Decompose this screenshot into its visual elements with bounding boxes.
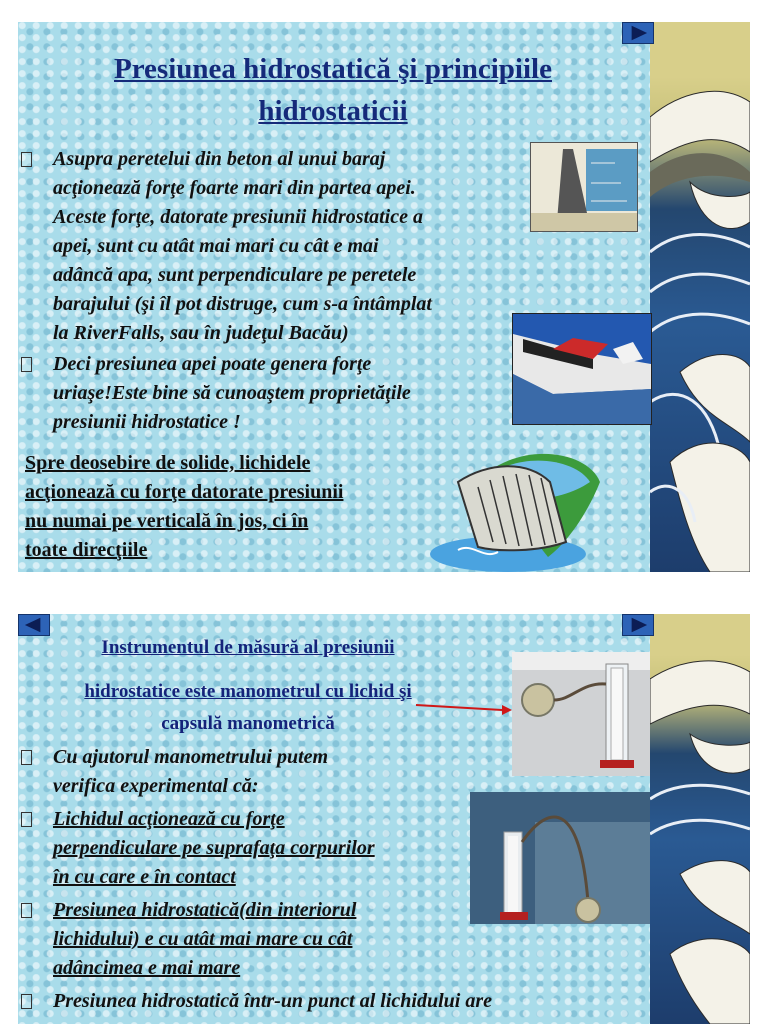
slide-manometer xyxy=(18,614,750,1024)
manometer-in-liquid-photo-image xyxy=(470,792,650,924)
dam-cross-section-image xyxy=(530,142,638,232)
bullet-list xyxy=(18,743,492,1016)
dam-photo-image xyxy=(512,313,652,425)
next-slide-button[interactable] xyxy=(622,22,654,44)
list-item: Cu ajutorul manometrului putem verifica experimental că: xyxy=(18,743,478,801)
prev-arrow-icon xyxy=(19,615,49,635)
list-item: Lichidul acţionează cu forţe perpendiculare pe suprafaţa corpurilor în cu care e în contact xyxy=(18,805,478,892)
next-arrow-icon xyxy=(623,615,653,635)
bullet-marker-icon xyxy=(21,357,32,372)
list-item: Asupra peretelui din beton al unui baraj acţionează forţe foarte mari din partea apei. Aceste forţe, datorate presiunii hidrostatice a apei, sunt cu atât mai mari cu cât e mai adâncă apa, sunt perpendiculare pe peretele barajului (şi îl pot distruge, cum s-a întâmplat la RiverFalls, sau în judeţul Bacău) xyxy=(18,145,518,348)
dam-drawing-image xyxy=(428,442,608,572)
paragraph-directions: Spre deosebire de solide, lichidele acţionează cu forţe datorate presiunii nu numai pe verticală în jos, ci în toate direcţiile xyxy=(25,452,344,561)
bullet-marker-icon xyxy=(21,750,32,765)
pointer-arrow xyxy=(414,702,514,718)
slide-heading-line2: hidrostatice este manometrul cu lichid şi xyxy=(84,681,412,702)
wave-illustration-panel xyxy=(650,22,750,572)
list-item: Presiunea hidrostatică într-un punct al lichidului are xyxy=(18,987,478,1016)
slide-hydrostatic-pressure xyxy=(18,22,750,572)
slide-heading: Instrumentul de măsură al presiunii xyxy=(101,637,395,658)
next-arrow-icon xyxy=(623,23,653,43)
slide-title: Presiunea hidrostatică şi principiile hidrostaticii xyxy=(114,53,552,127)
bullet-marker-icon xyxy=(21,152,32,167)
next-slide-button[interactable] xyxy=(622,614,654,636)
list-item: Presiunea hidrostatică(din interiorul lichidului) e cu atât mai mare cu cât adâncimea e mai mare xyxy=(18,896,478,983)
bullet-marker-icon xyxy=(21,812,32,827)
previous-slide-button[interactable] xyxy=(18,614,50,636)
bullet-marker-icon xyxy=(21,994,32,1009)
bullet-list xyxy=(18,145,518,437)
list-item: Deci presiunea apei poate genera forţe uriaşe!Este bine să cunoaştem proprietăţile presiunii hidrostatice ! xyxy=(18,350,518,437)
manometer-photo-image xyxy=(512,652,650,776)
bullet-marker-icon xyxy=(21,903,32,918)
slide-heading-line3: capsulă manometrică xyxy=(161,713,335,734)
wave-illustration-panel xyxy=(650,614,750,1024)
